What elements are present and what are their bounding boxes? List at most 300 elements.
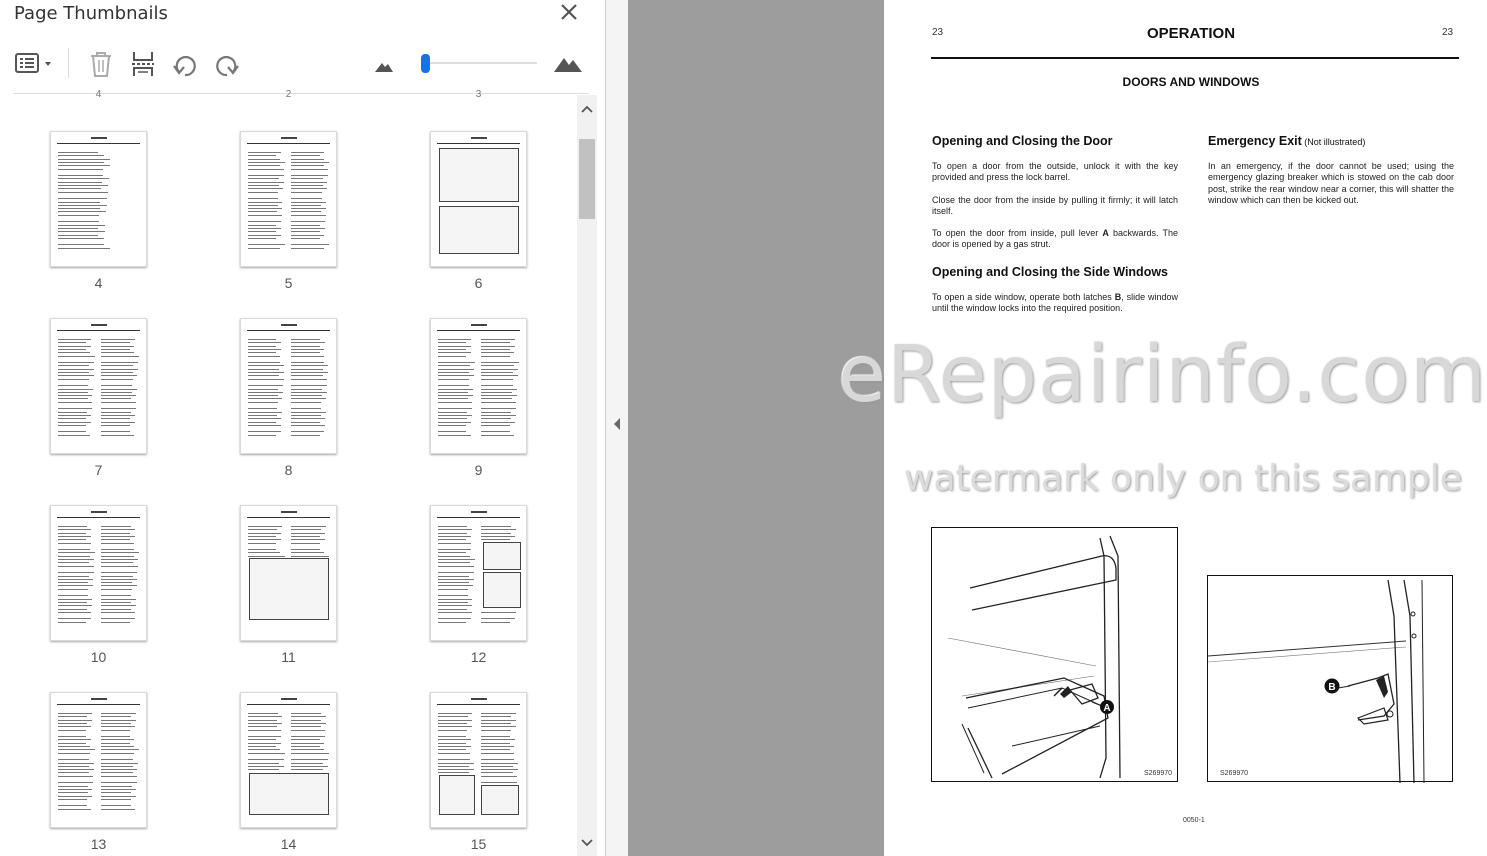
thumbnail-text-line bbox=[438, 753, 470, 754]
thumbnail-text-line bbox=[291, 398, 326, 399]
thumbnail-text-line bbox=[438, 622, 466, 623]
thumbnail-text-line bbox=[291, 759, 328, 760]
thumbnail-text-line bbox=[291, 235, 324, 236]
thumbnail-text-line bbox=[438, 398, 468, 399]
thumbnail-text-line bbox=[291, 435, 320, 436]
rotate-clockwise-button[interactable] bbox=[212, 48, 242, 80]
thumbnail-text-line bbox=[58, 435, 90, 436]
thumbnail-header-rule bbox=[57, 330, 140, 331]
thumbnail-text-line bbox=[481, 385, 513, 386]
thumbnail-text-line bbox=[58, 362, 94, 363]
thumbnail-text-line bbox=[248, 175, 284, 176]
thumbnail-text-line bbox=[248, 198, 278, 199]
thumbnail-text-line bbox=[481, 395, 517, 396]
thumbnail-text-line bbox=[291, 529, 321, 530]
thumbnail-text-line bbox=[101, 412, 131, 413]
thumbnail-text-line bbox=[58, 730, 86, 731]
thumbnail-text-line bbox=[438, 346, 471, 347]
thumbnail-text-line bbox=[248, 730, 281, 731]
thumbnail-text-line bbox=[291, 539, 325, 540]
thumbnail-text-line bbox=[248, 425, 281, 426]
thumbnail-text-line bbox=[101, 543, 134, 544]
thumbnail-text-line bbox=[58, 572, 94, 573]
thumbnail-text-line bbox=[481, 425, 510, 426]
thumbnail-text-line bbox=[481, 769, 518, 770]
page-thumbnail[interactable] bbox=[50, 505, 147, 641]
extract-pages-icon bbox=[128, 48, 158, 80]
text-run: backwards. The door is opened by a gas strut. bbox=[932, 228, 1178, 250]
thumbnail-text-line bbox=[58, 579, 93, 580]
thumbnail-text-line bbox=[481, 346, 515, 347]
thumbnail-text-line bbox=[291, 165, 324, 166]
thumbnail-text-line bbox=[101, 772, 133, 773]
thumbnail-text-line bbox=[58, 342, 86, 343]
page-thumbnail[interactable] bbox=[50, 692, 147, 828]
thumbnail-text-line bbox=[58, 379, 89, 380]
thumbnail-text-line bbox=[438, 526, 467, 527]
thumbnail-toolbar bbox=[0, 42, 600, 88]
thumbnail-text-line bbox=[101, 805, 131, 806]
thumbnail-text-line bbox=[248, 248, 280, 249]
thumbnail-text-line bbox=[438, 766, 469, 767]
thumbnail-text-line bbox=[438, 609, 467, 610]
thumbnail-text-line bbox=[291, 192, 322, 193]
thumbnail-text-line bbox=[438, 746, 471, 747]
thumbnail-text-line bbox=[248, 244, 285, 245]
watermark-main: eRepairinfo.com bbox=[838, 330, 1487, 420]
thumbnail-text-line bbox=[248, 769, 279, 770]
thumbnail-text-line bbox=[58, 713, 92, 714]
thumbnail-text-line bbox=[101, 763, 138, 764]
thumbnail-page-label: 4 bbox=[94, 275, 103, 291]
thumbnail-text-line bbox=[58, 720, 92, 721]
thumbnail-text-line bbox=[481, 720, 516, 721]
thumbnail-text-line bbox=[101, 612, 135, 613]
page-thumbnail[interactable] bbox=[240, 505, 337, 641]
thumbnail-text-line bbox=[58, 198, 107, 199]
thumbnail-text-line bbox=[291, 552, 324, 553]
thumbnail-text-line bbox=[101, 365, 133, 366]
thumbnail-text-line bbox=[58, 398, 88, 399]
thumbnail-text-line bbox=[58, 595, 88, 596]
thumbnail-page-label: 8 bbox=[284, 462, 293, 478]
thumbnail-text-line bbox=[248, 753, 285, 754]
thumbnail-text-line bbox=[438, 576, 469, 577]
thumbnail-text-line bbox=[438, 716, 468, 717]
heading-side-windows: Opening and Closing the Side Windows bbox=[932, 265, 1168, 279]
thumbnail-text-line bbox=[438, 339, 471, 340]
thumbnail-text-line bbox=[248, 552, 280, 553]
paragraph-emergency-exit: In an emergency, if the door cannot be used; using the emergency glazing breaker which is stowed on the cab door post, strike the rear window near a corner, this will shatter the window which can then be kicked out. bbox=[1208, 161, 1454, 205]
thumbnail-text-line bbox=[248, 536, 276, 537]
thumbnail-text-line bbox=[101, 559, 138, 560]
thumbnail-text-line bbox=[248, 152, 281, 153]
thumbnail-text-line bbox=[101, 435, 134, 436]
thumbnail-text-line bbox=[58, 782, 93, 783]
thumbnail-text-line bbox=[438, 543, 471, 544]
heading-note: (Not illustrated) bbox=[1301, 137, 1366, 147]
thumbnail-text-line bbox=[58, 185, 108, 186]
thumbnail-text-line bbox=[248, 539, 281, 540]
thumbnail-text-line bbox=[438, 431, 466, 432]
thumbnail-text-line bbox=[58, 753, 90, 754]
thumbnail-text-line bbox=[58, 539, 86, 540]
thumbnail-text-line bbox=[248, 182, 284, 183]
thumbnail-text-line bbox=[248, 185, 279, 186]
thumbnail-text-line bbox=[291, 231, 320, 232]
thumbnail-text-line bbox=[58, 529, 91, 530]
thumbnail-text-line bbox=[481, 412, 511, 413]
thumbnail-text-line bbox=[291, 723, 326, 724]
thumbnail-text-line bbox=[291, 208, 326, 209]
thumbnail-text-line bbox=[58, 739, 91, 740]
large-mountain-icon bbox=[552, 48, 584, 80]
thumbnail-header-text bbox=[91, 324, 107, 326]
thumbnail-text-line bbox=[291, 402, 321, 403]
thumbnail-text-line bbox=[101, 723, 131, 724]
scroll-up-icon[interactable] bbox=[577, 101, 597, 117]
thumbnail-header-rule bbox=[437, 143, 520, 144]
thumbnail-text-line bbox=[248, 526, 282, 527]
thumbnail-text-line bbox=[291, 431, 324, 432]
thumbnail-text-line bbox=[291, 369, 323, 370]
zoom-out-thumbnails-button[interactable] bbox=[372, 48, 396, 80]
thumbnail-text-line bbox=[58, 372, 89, 373]
thumbnail-text-line bbox=[291, 730, 325, 731]
thumbnail-text-line bbox=[248, 215, 282, 216]
page-thumbnail[interactable] bbox=[240, 692, 337, 828]
thumbnail-text-line bbox=[58, 418, 86, 419]
thumbnail-text-line bbox=[101, 533, 130, 534]
page-thumbnail[interactable] bbox=[430, 318, 527, 454]
thumbnail-text-line bbox=[481, 389, 517, 390]
thumbnail-size-slider-handle[interactable] bbox=[421, 54, 430, 73]
paragraph-door-outside: To open a door from the outside, unlock it with the key provided and press the lock barrel. bbox=[932, 161, 1178, 183]
thumbnail-text-line bbox=[438, 362, 475, 363]
page-thumbnail[interactable] bbox=[50, 318, 147, 454]
thumbnail-text-line bbox=[291, 418, 325, 419]
thumbnail-text-line bbox=[58, 346, 91, 347]
thumbnail-text-line bbox=[438, 562, 470, 563]
thumbnail-text-line bbox=[248, 556, 285, 557]
thumbnail-text-line bbox=[438, 379, 469, 380]
thumbnail-text-line bbox=[101, 352, 134, 353]
thumbnail-header-text bbox=[471, 137, 487, 139]
thumbnail-text-line bbox=[291, 415, 321, 416]
thumbnail-text-line bbox=[248, 208, 282, 209]
thumbnail-text-line bbox=[438, 533, 467, 534]
thumbnail-text-line bbox=[58, 356, 95, 357]
thumbnail-page-label: 12 bbox=[470, 649, 487, 665]
thumbnail-text-line bbox=[101, 605, 136, 606]
thumbnail-text-line bbox=[248, 402, 278, 403]
thumbnail-header-text bbox=[281, 511, 297, 513]
thumbnail-text-line bbox=[291, 422, 320, 423]
thumbnail-text-line bbox=[248, 422, 276, 423]
thumbnail-text-line bbox=[291, 352, 320, 353]
page-thumbnail[interactable] bbox=[430, 505, 527, 641]
thumbnail-text-line bbox=[481, 418, 511, 419]
thumbnail-text-line bbox=[58, 152, 98, 153]
thumbnail-text-line bbox=[291, 188, 327, 189]
thumbnail-text-line bbox=[101, 622, 130, 623]
thumbnail-text-line bbox=[291, 713, 321, 714]
paragraph-door-inside bbox=[932, 228, 1178, 251]
thumbnail-text-line bbox=[101, 425, 130, 426]
zoom-in-thumbnails-button[interactable] bbox=[552, 48, 584, 80]
thumbnail-text-line bbox=[481, 398, 512, 399]
thumbnail-text-line bbox=[248, 543, 276, 544]
thumbnail-text-line bbox=[481, 379, 513, 380]
thumbnail-page-label: 11 bbox=[281, 649, 296, 665]
thumbnail-text-line bbox=[481, 529, 516, 530]
thumbnail-text-line bbox=[291, 549, 320, 550]
page-footer-code: 0050-1 bbox=[1183, 817, 1205, 824]
thumbnail-text-line bbox=[248, 763, 279, 764]
thumbnail-text-line bbox=[58, 248, 110, 249]
thumbnail-text-line bbox=[101, 526, 131, 527]
thumbnail-text-line bbox=[58, 726, 91, 727]
thumbnail-text-line bbox=[291, 362, 324, 363]
paragraph-side-window bbox=[932, 292, 1178, 315]
thumbnail-text-line bbox=[438, 759, 470, 760]
thumbnail-text-line bbox=[58, 208, 100, 209]
thumbnail-text-line bbox=[101, 385, 132, 386]
thumbnail-text-line bbox=[248, 418, 281, 419]
thumbnail-text-line bbox=[248, 529, 277, 530]
thumbnail-text-line bbox=[291, 162, 329, 163]
window-latch-illustration bbox=[1208, 576, 1454, 783]
thumbnail-text-line bbox=[101, 730, 130, 731]
thumbnail-text-line bbox=[438, 529, 472, 530]
page-thumbnail[interactable] bbox=[430, 131, 527, 267]
thumbnail-text-line bbox=[101, 379, 133, 380]
thumbnail-text-line bbox=[58, 769, 94, 770]
thumbnail-text-line bbox=[58, 552, 95, 553]
thumbnail-text-line bbox=[58, 746, 90, 747]
extract-pages-button[interactable] bbox=[128, 48, 158, 80]
thumbnail-text-line bbox=[248, 749, 280, 750]
thumbnail-text-line bbox=[101, 736, 130, 737]
thumbnail-text-line bbox=[58, 159, 110, 160]
thumbnail-text-line bbox=[101, 415, 135, 416]
thumbnail-text-line bbox=[101, 372, 133, 373]
thumbnail-text-line bbox=[101, 766, 133, 767]
thumbnail-text-line bbox=[438, 582, 469, 583]
thumbnail-text-line bbox=[248, 221, 281, 222]
thumbnail-text-line bbox=[291, 716, 326, 717]
thumbnail-text-line bbox=[481, 759, 514, 760]
thumbnail-text-line bbox=[248, 188, 283, 189]
thumbnail-text-line bbox=[438, 412, 467, 413]
thumbnail-text-line bbox=[291, 526, 326, 527]
thumbnail-text-line bbox=[58, 549, 90, 550]
page-thumbnail[interactable] bbox=[240, 318, 337, 454]
thumbnail-figure bbox=[249, 773, 329, 815]
thumbnail-text-line bbox=[291, 746, 320, 747]
thumbnail-text-line bbox=[248, 759, 284, 760]
thumbnail-text-line bbox=[248, 349, 281, 350]
thumbnail-text-line bbox=[58, 392, 88, 393]
thumbnail-text-line bbox=[438, 402, 472, 403]
thumbnail-text-line bbox=[58, 585, 93, 586]
thumbnail-text-line bbox=[101, 782, 137, 783]
thumbnail-text-line bbox=[58, 789, 92, 790]
thumbnail-page-label: 5 bbox=[284, 275, 293, 291]
thumbnail-text-line bbox=[58, 369, 94, 370]
page-thumbnail[interactable] bbox=[430, 692, 527, 828]
thumbnail-text-line bbox=[101, 599, 136, 600]
thumbnail-header-rule bbox=[247, 704, 330, 705]
thumbnail-label-partial: 2 bbox=[285, 89, 292, 100]
heading-emergency-exit bbox=[1208, 134, 1365, 148]
thumbnail-text-line bbox=[58, 599, 92, 600]
thumbnail-text-line bbox=[291, 159, 324, 160]
thumbnail-text-line bbox=[438, 713, 472, 714]
thumbnail-text-line bbox=[58, 566, 94, 567]
page-header: OPERATION bbox=[1146, 25, 1236, 42]
page-thumbnail[interactable] bbox=[240, 131, 337, 267]
thumbnail-label-partial: 4 bbox=[95, 89, 102, 100]
thumbnail-header-text bbox=[281, 324, 297, 326]
thumbnail-figure bbox=[439, 206, 519, 254]
small-mountain-icon bbox=[372, 48, 396, 80]
thumbnail-text-line bbox=[291, 720, 321, 721]
thumbnail-text-line bbox=[58, 763, 94, 764]
thumbnail-text-line bbox=[481, 612, 516, 613]
thumbnail-text-line bbox=[248, 549, 276, 550]
thumbnail-text-line bbox=[438, 356, 466, 357]
delete-pages-button[interactable] bbox=[86, 48, 116, 80]
thumbnail-text-line bbox=[438, 720, 472, 721]
thumbnail-text-line bbox=[481, 369, 518, 370]
thumbnail-text-line bbox=[438, 365, 470, 366]
thumbnail-header-rule bbox=[247, 517, 330, 518]
thumbnail-figure bbox=[439, 148, 519, 202]
thumbnail-text-line bbox=[58, 772, 89, 773]
section-title: DOORS AND WINDOWS bbox=[1122, 75, 1260, 89]
panel-collapse-strip[interactable] bbox=[606, 0, 628, 856]
thumbnail-figure bbox=[483, 542, 521, 570]
thumbnail-text-line bbox=[101, 746, 134, 747]
thumbnail-text-line bbox=[101, 739, 134, 740]
thumbnail-text-line bbox=[101, 576, 133, 577]
thumbnail-text-line bbox=[291, 346, 320, 347]
callout-b-label: B bbox=[1328, 682, 1336, 693]
thumbnail-text-line bbox=[438, 408, 472, 409]
thumbnail-text-line bbox=[438, 425, 466, 426]
figure-code-left: S269970 bbox=[1144, 770, 1173, 777]
thumbnail-text-line bbox=[58, 618, 91, 619]
thumbnail-text-line bbox=[438, 559, 475, 560]
panel-title: Page Thumbnails bbox=[14, 3, 168, 24]
thumbnail-text-line bbox=[248, 431, 281, 432]
thumbnail-text-line bbox=[248, 395, 278, 396]
thumbnail-text-line bbox=[58, 723, 87, 724]
thumbnail-text-line bbox=[101, 602, 131, 603]
thumbnail-text-line bbox=[101, 342, 130, 343]
thumbnail-page-label: 14 bbox=[280, 836, 297, 852]
thumbnail-text-line bbox=[481, 352, 514, 353]
rotate-counterclockwise-icon bbox=[170, 48, 200, 80]
thumbnail-text-line bbox=[481, 739, 515, 740]
thumbnail-text-line bbox=[291, 365, 328, 366]
thumbnail-text-line bbox=[248, 415, 277, 416]
header-rule bbox=[931, 57, 1459, 59]
thumbnail-text-line bbox=[248, 352, 276, 353]
thumbnail-text-line bbox=[481, 526, 511, 527]
thumbnail-text-line bbox=[481, 743, 510, 744]
thumbnail-text-line bbox=[58, 375, 94, 376]
thumbnail-text-line bbox=[481, 622, 510, 623]
thumbnail-figure bbox=[481, 785, 519, 815]
thumbnail-text-line bbox=[58, 211, 106, 212]
thumbnail-text-line bbox=[291, 211, 321, 212]
thumbnail-text-line bbox=[101, 529, 135, 530]
thumbnail-header-rule bbox=[57, 704, 140, 705]
thumbnail-text-line bbox=[101, 375, 137, 376]
thumbnail-label-partial: 3 bbox=[475, 89, 482, 100]
thumbnail-text-line bbox=[101, 556, 134, 557]
collapse-panel-icon[interactable] bbox=[611, 416, 623, 432]
thumbnail-text-line bbox=[248, 225, 276, 226]
thumbnail-text-line bbox=[248, 435, 276, 436]
thumbnail-text-line bbox=[101, 579, 137, 580]
thumbnail-scrollbar[interactable] bbox=[577, 95, 597, 856]
scrollbar-thumb[interactable] bbox=[579, 139, 595, 219]
page-thumbnail[interactable] bbox=[50, 131, 147, 267]
thumbnail-text-line bbox=[438, 422, 471, 423]
thumbnail-header-rule bbox=[57, 517, 140, 518]
thumbnail-text-line bbox=[58, 805, 87, 806]
thumbnail-text-line bbox=[248, 228, 281, 229]
thumbnail-text-line bbox=[481, 365, 514, 366]
thumbnail-text-line bbox=[58, 385, 88, 386]
thumbnail-text-line bbox=[58, 425, 86, 426]
thumbnail-text-line bbox=[101, 408, 136, 409]
thumbnail-text-line bbox=[58, 408, 92, 409]
scroll-down-icon[interactable] bbox=[577, 835, 597, 851]
rotate-counterclockwise-button[interactable] bbox=[170, 48, 200, 80]
thumbnail-text-line bbox=[248, 720, 277, 721]
thumbnail-text-line bbox=[291, 408, 321, 409]
thumbnail-options-button[interactable] bbox=[12, 48, 58, 80]
thumbnail-text-line bbox=[291, 221, 325, 222]
thumbnail-header-text bbox=[471, 511, 487, 513]
thumbnail-text-line bbox=[101, 392, 132, 393]
thumbnail-text-line bbox=[481, 776, 517, 777]
thumbnail-text-line bbox=[481, 536, 515, 537]
thumbnail-text-line bbox=[438, 736, 466, 737]
thumbnail-text-line bbox=[101, 369, 138, 370]
thumbnail-text-line bbox=[481, 339, 515, 340]
watermark-sub: watermark only on this sample bbox=[904, 458, 1463, 499]
thumbnail-text-line bbox=[58, 205, 107, 206]
thumbnail-size-slider[interactable] bbox=[422, 62, 537, 64]
thumbnail-text-line bbox=[438, 599, 472, 600]
thumbnail-text-line bbox=[58, 759, 89, 760]
thumbnail-text-line bbox=[58, 766, 89, 767]
thumbnail-text-line bbox=[291, 753, 329, 754]
callout-ref-b: B bbox=[1114, 292, 1122, 302]
thumbnail-text-line bbox=[291, 379, 327, 380]
thumbnail-text-line bbox=[58, 602, 87, 603]
thumbnail-text-line bbox=[291, 225, 320, 226]
thumbnail-text-line bbox=[101, 799, 131, 800]
close-panel-button[interactable] bbox=[556, 0, 582, 26]
thumbnail-text-line bbox=[101, 776, 137, 777]
thumbnail-text-line bbox=[248, 202, 282, 203]
